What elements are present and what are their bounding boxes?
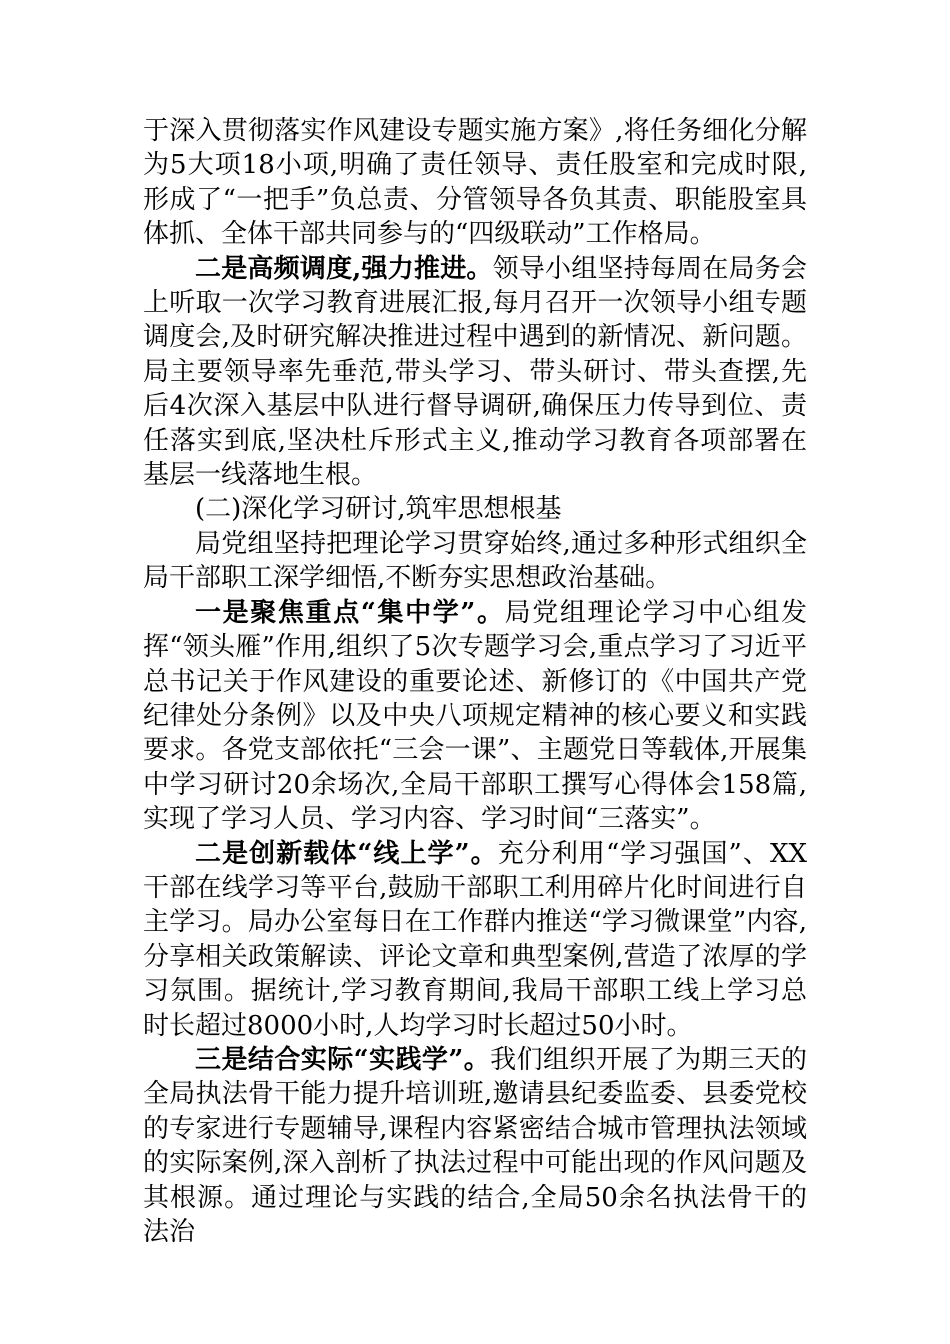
paragraph-6-lead: 二是创新载体“线上学”。 <box>195 838 498 869</box>
paragraph-5 <box>143 596 807 837</box>
paragraph-5-text: 局党组理论学习中心组发挥“领头雁”作用,组织了5次专题学习会,重点学习了习近平总书记关于作风建设的重要论述、新修订的《中国共产党纪律处分条例》以及中央八项规定精神的核心要义和实践要求。各党支部依托“三会一课”、主题党日等载体,开展集中学习研讨20余场次,全局干部职工撰写心得体会158篇,实现了学习人员、学习内容、学习时间“三落实”。 <box>143 597 807 835</box>
paragraph-4 <box>143 527 807 596</box>
paragraph-4-text: 局党组坚持把理论学习贯穿始终,通过多种形式组织全局干部职工深学细悟,不断夯实思想政治基础。 <box>143 528 807 594</box>
paragraph-2 <box>143 252 807 493</box>
document-body <box>143 114 807 1249</box>
paragraph-6 <box>143 837 807 1043</box>
paragraph-5-lead: 一是聚焦重点“集中学”。 <box>195 597 505 628</box>
section-heading <box>143 492 807 526</box>
section-heading-text: (二)深化学习研讨,筑牢思想根基 <box>195 494 562 525</box>
paragraph-7 <box>143 1043 807 1249</box>
paragraph-6-text: 充分利用“学习强国”、XX干部在线学习等平台,鼓励干部职工利用碎片化时间进行自主学习。局办公室每日在工作群内推送“学习微课堂”内容,分享相关政策解读、评论文章和典型案例,营造了浓厚的学习氛围。据统计,学习教育期间,我局干部职工线上学习总时长超过8000小时,人均学习时长超过50小时。 <box>143 838 807 1041</box>
paragraph-1-text: 于深入贯彻落实作风建设专题实施方案》,将任务细化分解为5大项18小项,明确了责任领导、责任股室和完成时限,形成了“一把手”负总责、分管领导各负其责、职能股室具体抓、全体干部共同参与的“四级联动”工作格局。 <box>143 116 807 250</box>
paragraph-2-text: 领导小组坚持每周在局务会上听取一次学习教育进展汇报,每月召开一次领导小组专题调度会,及时研究解决推进过程中遇到的新情况、新问题。局主要领导率先垂范,带头学习、带头研讨、带头查摆,先后4次深入基层中队进行督导调研,确保压力传导到位、责任落实到底,坚决杜斥形式主义,推动学习教育各项部署在基层一线落地生根。 <box>143 253 807 491</box>
paragraph-7-text: 我们组织开展了为期三天的全局执法骨干能力提升培训班,邀请县纪委监委、县委党校的专家进行专题辅导,课程内容紧密结合城市管理执法领域的实际案例,深入剖析了执法过程中可能出现的作风问题及其根源。通过理论与实践的结合,全局50余名执法骨干的法治 <box>143 1044 807 1247</box>
paragraph-1 <box>143 114 807 252</box>
paragraph-7-lead: 三是结合实际“实践学”。 <box>195 1044 491 1075</box>
paragraph-2-lead: 二是高频调度,强力推进。 <box>195 253 493 284</box>
